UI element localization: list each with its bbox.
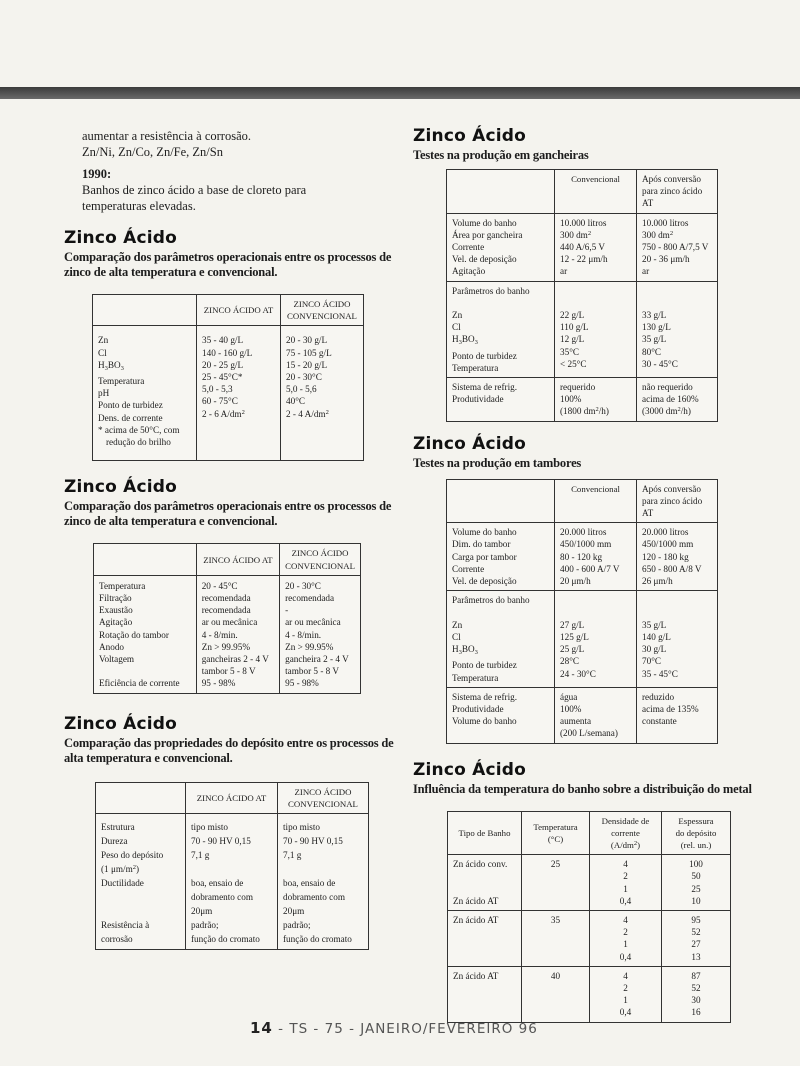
col-header: Convencional [555, 170, 637, 214]
col-header: Tipo de Banho [448, 811, 522, 855]
table-row: Zn ácido conv. Zn ácido AT 25 4 2 1 0,4 100 50 25 10 [448, 855, 731, 911]
table-rack-tests [446, 169, 718, 422]
col-conv-values: tipo misto 70 - 90 HV 0,15 7,1 g boa, ensaio de dobramento com 20μm padrão; função do cromato [278, 814, 369, 950]
col-conv-values: 20.000 litros 450/1000 mm 80 - 120 kg 400 - 600 A/7 V 20 μm/h [555, 523, 637, 591]
section-title: Zinco Ácido [413, 433, 527, 454]
col-at-values: 20.000 litros 450/1000 mm 120 - 180 kg 650 - 800 A/8 V 26 μm/h [637, 523, 718, 591]
col-conv-values: 20 - 30°C recomendada - ar ou mecânica 4 - 8/min. Zn > 99.95% gancheira 2 - 4 V tambor 5 - 8 V 95 - 98% [280, 575, 361, 693]
col-conv-values: 20 - 30 g/L 75 - 105 g/L 15 - 20 g/L 20 - 30°C 5,0 - 5,6 40°C 2 - 4 $A/dm^2$ [281, 326, 364, 461]
col-header: ZINCO ÁCIDO CONVENCIONAL [281, 295, 364, 326]
section-subtitle: Influência da temperatura do banho sobre a distribuição do metal [413, 781, 752, 796]
col-header: ZINCO ÁCIDO AT [197, 295, 281, 326]
row-labels: Volume do banho Área por gancheira Corrente Vel. de deposição Agitação [447, 213, 555, 281]
col-header: Após conversão para zinco ácido AT [637, 479, 718, 523]
intro-line: temperaturas elevadas. [82, 199, 196, 213]
col-header: Espessura do depósito (rel. un.) [662, 811, 731, 855]
col-at-values: tipo misto 70 - 90 HV 0,15 7,1 g boa, ensaio de dobramento com 20μm padrão; função do cromato [186, 814, 278, 950]
col-at-values: 35 g/L 140 g/L 30 g/L 70°C 35 - 45°C [637, 591, 718, 687]
row-labels: Sistema de refrig. Produtividade Volume do banho [447, 687, 555, 743]
col-conv-values: requerido 100% (1800 $dm^2/h$) [555, 378, 637, 422]
col-at-values: não requerido acima de 160% (3000 $dm^2/h$) [637, 378, 718, 422]
col-header: Temperatura (°C) [522, 811, 590, 855]
intro-line: Banhos de zinco ácido a base de cloreto para [82, 183, 307, 197]
col-at-values: 35 - 40 g/L 140 - 160 g/L 20 - 25 g/L 25 - 45°C* 5,0 - 5,3 60 - 75°C 2 - 6 $A/dm^2$ [197, 326, 281, 461]
section-2 [64, 477, 394, 693]
col-at-values: 33 g/L 130 g/L 35 g/L 80°C 30 - 45°C [637, 281, 718, 377]
row-labels: Temperatura Filtração Exaustão Agitação Rotação do tambor Anodo Voltagem Eficiência de corrente [94, 575, 197, 693]
section-subtitle: Testes na produção em tambores [413, 455, 582, 470]
col-header: ZINCO ÁCIDO CONVENCIONAL [278, 782, 369, 813]
section-6 [413, 760, 753, 1023]
col-header: Convencional [555, 479, 637, 523]
section-1 [64, 228, 394, 461]
table-deposit [95, 782, 369, 950]
col-header: Após conversão para zinco ácido AT [637, 170, 718, 214]
page-number: 14 [250, 1019, 273, 1037]
intro-line: Zn/Ni, Zn/Co, Zn/Fe, Zn/Sn [82, 145, 223, 159]
col-header: Densidade de corrente $(A/dm^2)$ [590, 811, 662, 855]
section-title: Zinco Ácido [64, 228, 178, 248]
row-labels: Parâmetros do banho Zn Cl $H_3BO_3$ Ponto de turbidez Temperatura [447, 591, 555, 687]
left-column [64, 128, 394, 950]
footer-text: - TS - 75 - JANEIRO/FEVEREIRO 96 [272, 1021, 538, 1037]
section-subtitle: Comparação das propriedades do depósito entre os processos de alta temperatura e convencional. [64, 735, 394, 765]
section-3 [64, 714, 394, 950]
col-conv-values: 22 g/L 110 g/L 12 g/L 35°C < 25°C [555, 281, 637, 377]
intro-year: 1990: [82, 167, 112, 181]
section-subtitle: Testes na produção em gancheiras [413, 148, 589, 162]
right-column [413, 126, 753, 1023]
table-row: Zn ácido AT 35 4 2 1 0,4 95 52 27 13 [448, 910, 731, 966]
row-labels: Estrutura Dureza Peso do depósito (1 $\mu m/m^2$) Ductilidade Resistência à corrosão [96, 814, 186, 950]
intro-line: aumentar a resistência à corrosão. [82, 129, 252, 143]
intro-text [82, 128, 394, 214]
section-subtitle: Comparação dos parâmetros operacionais entre os processos de zinco de alta temperatura e convencional. [64, 499, 392, 529]
section-title: Zinco Ácido [64, 477, 178, 498]
col-at-values: 20 - 45°C recomendada recomendada ar ou mecânica 4 - 8/min. Zn > 99.95% gancheiras 2 - 4 V tambor 5 - 8 V 95 - 98% [196, 575, 279, 693]
section-5 [413, 434, 753, 744]
table-barrel-tests [446, 479, 718, 744]
row-labels: Zn Cl $H_3BO_3$ Temperatura pH Ponto de turbidez Dens. de corrente * acima de 50°C, com redução do brilho [93, 326, 197, 461]
section-title: Zinco Ácido [413, 759, 527, 780]
col-at-values: reduzido acima de 135% constante [637, 687, 718, 743]
col-conv-values: 27 g/L 125 g/L 25 g/L 28°C 24 - 30°C [555, 591, 637, 687]
col-conv-values: água 100% aumenta (200 L/semana) [555, 687, 637, 743]
col-conv-values: 10.000 litros 300 $dm^2$ 440 A/6,5 V 12 - 22 μm/h ar [555, 213, 637, 281]
top-rule [0, 87, 800, 99]
col-header: ZINCO ÁCIDO CONVENCIONAL [280, 544, 361, 575]
col-header: ZINCO ÁCIDO AT [196, 544, 279, 575]
page-footer [250, 1019, 538, 1037]
col-at-values: 10.000 litros 300 $dm^2$ 750 - 800 A/7,5 V 20 - 36 μm/h ar [637, 213, 718, 281]
table-temperature-distribution [447, 811, 731, 1023]
table-params-2 [93, 543, 361, 693]
section-4 [413, 126, 753, 422]
section-title: Zinco Ácido [64, 713, 178, 734]
table-row: Zn ácido AT 40 4 2 1 0,4 87 52 30 16 [448, 966, 731, 1022]
row-labels: Parâmetros do banho Zn Cl $H_3BO_3$ Ponto de turbidez Temperatura [447, 281, 555, 377]
col-header: ZINCO ÁCIDO AT [186, 782, 278, 813]
section-title: Zinco Ácido [413, 126, 527, 146]
section-subtitle: Comparação dos parâmetros operacionais entre os processos de zinco de alta temperatura e convencional. [64, 250, 392, 279]
row-labels: Volume do banho Dim. do tambor Carga por tambor Corrente Vel. de deposição [447, 523, 555, 591]
row-labels: Sistema de refrig. Produtividade [447, 378, 555, 422]
table-params-1 [92, 294, 364, 461]
